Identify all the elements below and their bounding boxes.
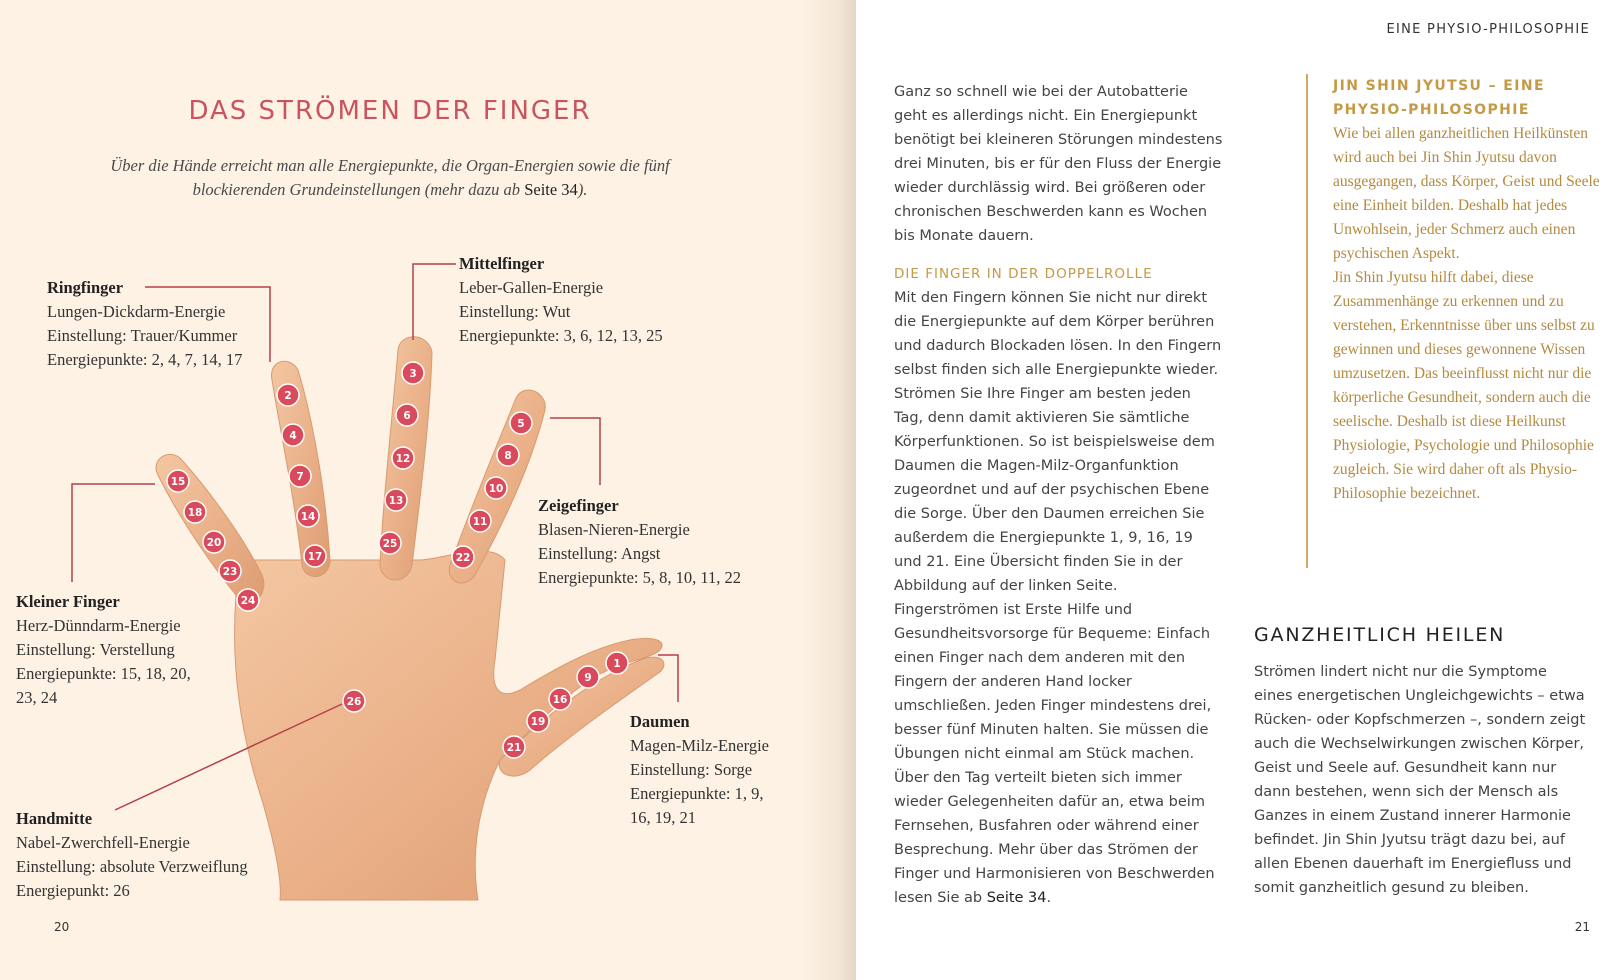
label-kleiner-finger: Kleiner Finger Herz-Dünndarm-Energie Einstellung: Verstellung Energiepunkte: 15, 18, 20, 23, 24 (16, 592, 191, 707)
energy-point-label: 15 (170, 476, 186, 488)
energy-point-22 (452, 546, 474, 568)
energy-point-label: 25 (382, 538, 398, 550)
energy-point-label: 16 (552, 694, 568, 706)
energy-point-16 (549, 688, 571, 710)
palm-shape (235, 551, 663, 900)
energy-point-6 (396, 404, 418, 426)
sidebar-text-1: Wie bei allen ganzheitlichen Heilkünsten wird auch bei Jin Shin Jyutsu davon ausgegangen, dass Körper, Geist und Seele eine Einheit bilden. Deshalb hat jedes Unwohlsein, jeder Schmerz auch einen psychischen Aspekt. (1333, 125, 1600, 262)
right-page (856, 0, 1618, 980)
energy-point-20 (203, 531, 225, 553)
energy-point-label: 6 (403, 410, 411, 422)
energy-point-10 (485, 477, 507, 499)
energy-point-15 (167, 470, 189, 492)
energy-point-label: 24 (240, 595, 256, 607)
paragraph-3: Fingerströmen ist Erste Hilfe und Gesundheitsvorsorge für Bequeme: Einfach einen Finger nach dem anderen mit den Fingern der anderen Hand locker umschließen. Jeden Finger mindestens drei, besser fünf Minuten halten. Sie müssen die Übungen nicht einmal am Stück machen. Über den Tag verteilt bieten sich immer wieder Gelegenheiten dafür an, etwa beim Fernsehen, Busfahren oder während einer Besprechung. Mehr über das Strömen der Finger und Harmonisieren von Beschwerden lesen Sie ab Seite 34. (894, 602, 1215, 906)
energy-point-9 (577, 666, 599, 688)
energy-point-4 (282, 424, 304, 446)
intro-page-reference[interactable]: Seite 34 (524, 180, 578, 199)
energy-point-label: 5 (517, 418, 525, 430)
energy-point-label: 2 (284, 390, 292, 402)
label-mittelfinger: Mittelfinger Leber-Gallen-Energie Einstellung: Wut Energiepunkte: 3, 6, 12, 13, 25 (459, 254, 663, 345)
energy-point-label: 20 (206, 537, 222, 549)
energy-point-label: 1 (613, 658, 621, 670)
energy-point-label: 21 (506, 742, 522, 754)
energy-point-21 (503, 736, 525, 758)
energy-point-24 (237, 589, 259, 611)
energy-point-label: 14 (300, 511, 316, 523)
sidebar-title: JIN SHIN JYUTSU – EINE PHYSIO-PHILOSOPHIE (1333, 78, 1545, 118)
energy-point-label: 12 (395, 453, 411, 465)
energy-point-label: 17 (307, 551, 323, 563)
intro-text: Über die Hände erreicht man alle Energiepunkte, die Organ-Energien sowie die fünf blockierenden Grundeinstellungen (mehr dazu ab Seite 34). (110, 156, 670, 199)
energy-point-17 (304, 545, 326, 567)
running-head: EINE PHYSIO-PHILOSOPHIE (1386, 22, 1590, 37)
energy-point-14 (297, 505, 319, 527)
energy-point-19 (527, 710, 549, 732)
section-body-ganzheitlich: Strömen lindert nicht nur die Symptome eines energetischen Ungleichgewichts – etwa Rücken- oder Kopfschmerzen –, sondern zeigt auch die Wechselwirkungen zwischen Körper, Geist und Seele auf. Gesundheit kann nur dann bestehen, wenn sich der Mensch als Ganzes in einem Zustand innerer Harmonie befindet. Jin Shin Jyutsu trägt dazu bei, auf allen Ebenen dauerhaft im Energiefluss und somit ganzheitlich gesund zu bleiben. (1254, 664, 1586, 896)
label-ringfinger: Ringfinger Lungen-Dickdarm-Energie Einstellung: Trauer/Kummer Energiepunkte: 2, 4, 7, 14, 17 (47, 278, 243, 369)
energy-point-label: 26 (346, 696, 362, 708)
energy-point-13 (385, 489, 407, 511)
energy-point-3 (402, 362, 424, 384)
energy-point-label: 18 (187, 507, 203, 519)
page-title: DAS STRÖMEN DER FINGER (188, 96, 592, 126)
energy-point-label: 19 (530, 716, 546, 728)
energy-point-label: 7 (296, 471, 304, 483)
page-number-left: 20 (54, 920, 70, 934)
energy-point-11 (469, 510, 491, 532)
energy-point-26 (343, 690, 365, 712)
energy-point-label: 13 (388, 495, 404, 507)
leader-kleiner-finger (72, 484, 155, 582)
subheading-finger-doppelrolle: DIE FINGER IN DER DOPPELROLLE (894, 266, 1153, 282)
energy-point-18 (184, 501, 206, 523)
book-gutter-shadow (800, 0, 856, 980)
label-handmitte: Handmitte Nabel-Zwerchfell-Energie Einstellung: absolute Verzweiflung Energiepunkt: 26 (16, 809, 248, 900)
energy-point-23 (219, 560, 241, 582)
energy-point-label: 3 (409, 368, 417, 380)
energy-point-label: 9 (584, 672, 592, 684)
energy-point-label: 22 (455, 552, 471, 564)
energy-point-5 (510, 412, 532, 434)
main-column (894, 80, 1224, 910)
label-daumen: Daumen Magen-Milz-Energie Einstellung: Sorge Energiepunkte: 1, 9, 16, 19, 21 (630, 712, 769, 827)
energy-point-label: 8 (504, 450, 512, 462)
energy-point-12 (392, 447, 414, 469)
energy-point-7 (289, 465, 311, 487)
sidebar-box (1306, 74, 1603, 568)
page-reference-link[interactable]: Seite 34 (986, 890, 1047, 906)
page-number-right: 21 (1574, 920, 1590, 934)
energy-point-1 (606, 652, 628, 674)
leader-mittelfinger (413, 264, 456, 340)
section-title-ganzheitlich: GANZHEITLICH HEILEN (1254, 624, 1506, 646)
paragraph-1: Ganz so schnell wie bei der Autobatterie geht es allerdings nicht. Ein Energiepunkt benötigt bei kleineren Störungen mindestens drei Minuten, bis er für den Fluss der Energie wieder durchlässig wird. Bei größeren oder chronischen Beschwerden kann es Wochen bis Monate dauern. (894, 84, 1223, 244)
leader-zeigefinger (550, 418, 600, 485)
energy-point-25 (379, 532, 401, 554)
energy-point-label: 11 (472, 516, 488, 528)
energy-point-label: 10 (488, 483, 504, 495)
energy-point-label: 4 (289, 430, 297, 442)
energy-point-8 (497, 444, 519, 466)
label-zeigefinger: Zeigefinger Blasen-Nieren-Energie Einstellung: Angst Energiepunkte: 5, 8, 10, 11, 22 (538, 496, 742, 587)
paragraph-2: Mit den Fingern können Sie nicht nur direkt die Energiepunkte auf dem Körper berühren und dadurch Blockaden lösen. In den Fingern selbst finden sich alle Energiepunkte wieder. Strömen Sie Ihre Finger am besten jeden Tag, denn damit aktivieren Sie sämtliche Körperfunktionen. So ist beispielsweise dem Daumen die Magen-Milz-Organfunktion zugeordnet und auf der psychischen Ebene die Sorge. Über den Daumen erreichen Sie außerdem die Energiepunkte 1, 9, 16, 19 und 21. Eine Übersicht finden Sie in der Abbildung auf der linken Seite. (894, 290, 1222, 594)
sidebar-text-2: Jin Shin Jyutsu hilft dabei, diese Zusammenhänge zu erkennen und zu verstehen, Erkenntnisse über uns selbst zu gewinnen und dieses gewonnene Wissen umzusetzen. Das beeinflusst nicht nur die körperliche Gesundheit, sondern auch die seelische. Deshalb ist diese Heilkunst Physiologie, Psychologie und Philosophie zugleich. Sie wird daher oft als Physio-Philosophie bezeichnet. (1333, 269, 1595, 502)
energy-point-2 (277, 384, 299, 406)
energy-point-label: 23 (222, 566, 238, 578)
